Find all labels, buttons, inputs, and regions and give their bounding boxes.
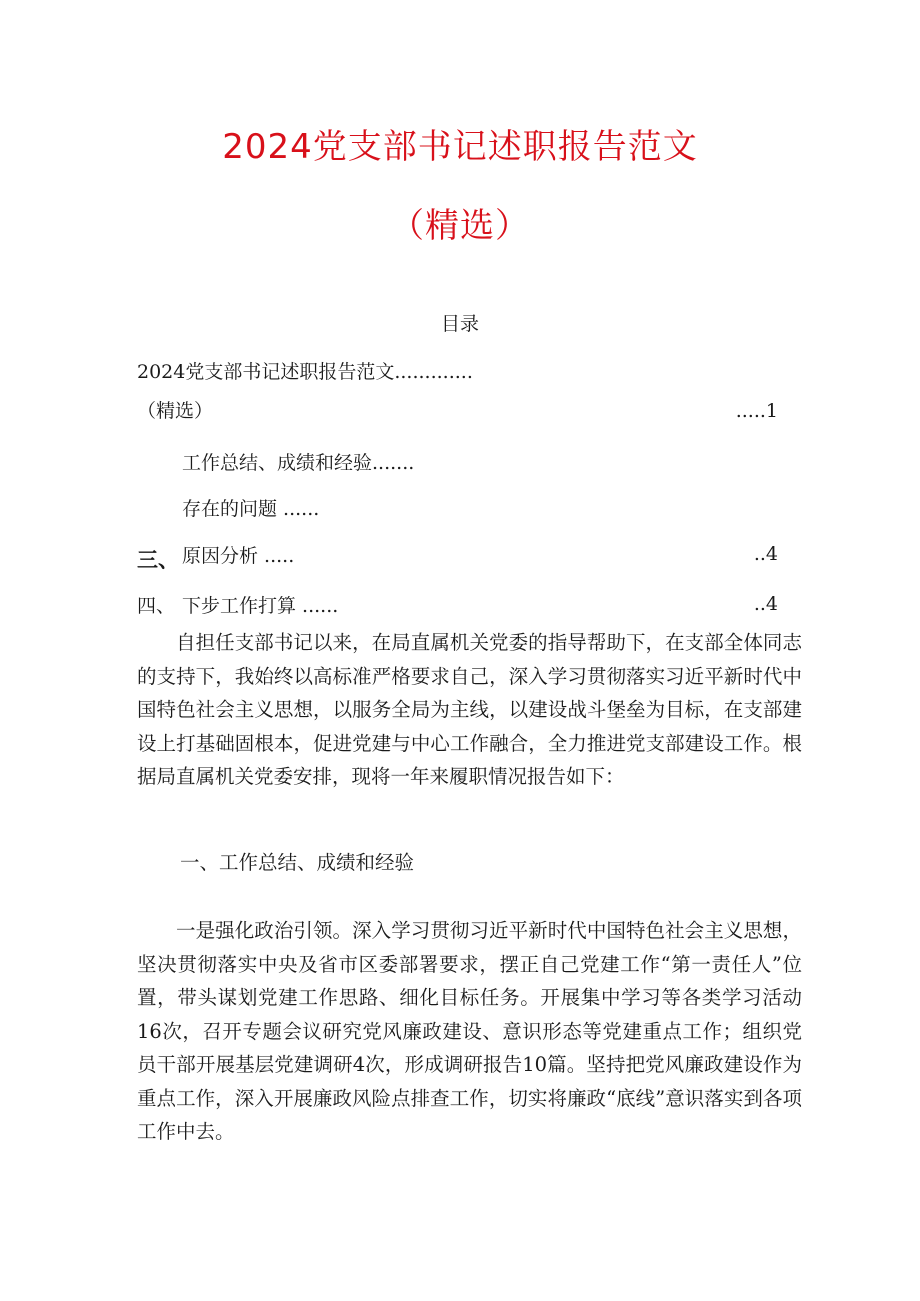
toc-page-number: ..4 xyxy=(753,593,778,615)
toc-page-number: .....1 xyxy=(735,400,778,422)
toc-entry-problems[interactable]: 存在的问题 ...... xyxy=(182,498,320,520)
toc-page-number: ..4 xyxy=(753,543,778,565)
toc-number-three: 三、 xyxy=(137,547,179,572)
section-heading: 一、工作总结、成绩和经验 xyxy=(180,851,415,874)
document-title: 2024党支部书记述职报告范文 xyxy=(222,127,698,167)
document-subtitle: （精选） xyxy=(390,206,530,246)
toc-number-four: 四、 xyxy=(137,595,176,617)
toc-entry-next-steps[interactable]: 下步工作打算 ...... xyxy=(182,595,339,617)
toc-entry-title[interactable]: 2024党支部书记述职报告范文............. xyxy=(137,361,473,383)
section-paragraph: 一是强化政治引领。深入学习贯彻习近平新时代中国特色社会主义思想，坚决贯彻落实中央及省市区委部署要求，摆正自己党建工作“第一责任人”位置，带头谋划党建工作思路、细化目标任务。开展集中学习等各类学习活动16次，召开专题会议研究党风廉政建设、意识形态等党建重点工作；组织党员干部开展基层党建调研4次，形成调研报告10篇。坚持把党风廉政建设作为重点工作，深入开展廉政风险点排查工作，切实将廉政“底线”意识落实到各项工作中去。 xyxy=(137,919,802,1143)
toc-entry-work-summary[interactable]: 工作总结、成绩和经验....... xyxy=(182,452,415,474)
toc-entry-subtitle[interactable]: （精选） xyxy=(137,400,214,422)
toc-entry-cause-analysis[interactable]: 原因分析 ..... xyxy=(182,545,295,567)
intro-paragraph: 自担任支部书记以来，在局直属机关党委的指导帮助下，在支部全体同志的支持下，我始终以高标准严格要求自己，深入学习贯彻落实习近平新时代中国特色社会主义思想，以服务全局为主线，以建设战斗堡垒为目标，在支部建设上打基础固根本，促进党建与中心工作融合，全力推进党支部建设工作。根据局直属机关党委安排，现将一年来履职情况报告如下： xyxy=(137,631,802,788)
toc-heading: 目录 xyxy=(440,313,479,335)
